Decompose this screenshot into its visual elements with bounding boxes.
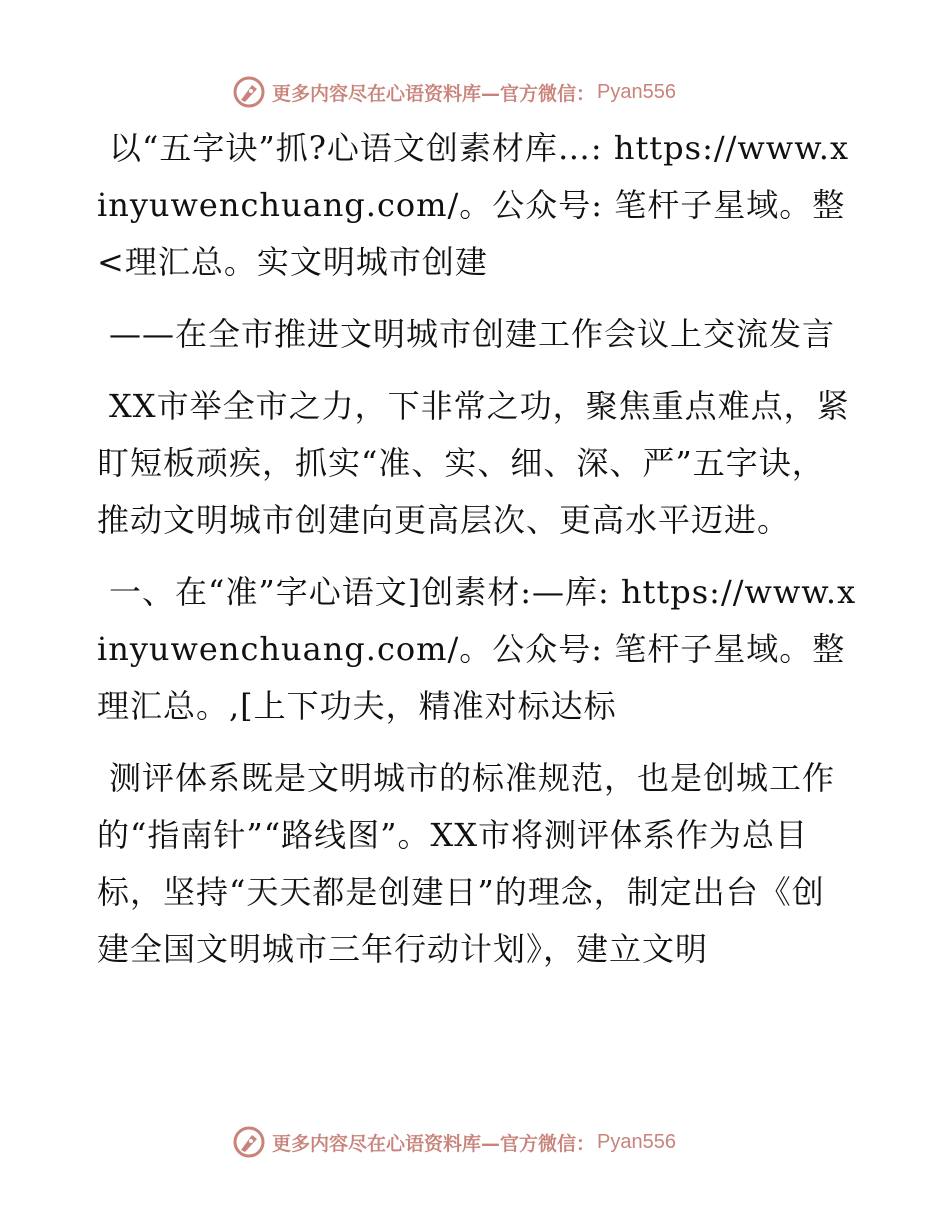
- header-banner: [232, 72, 732, 112]
- document-body: [97, 120, 857, 993]
- paragraph-body: 测评体系既是文明城市的标准规范，也是创城工作的“指南针”“路线图”。XX市将测评体系作为总目标，坚持“天天都是创建日”的理念，制定出台《创建全国文明城市三年行动计划》，建立文明: [97, 759, 836, 968]
- paragraph-section-heading: 一、在“准”字心语文]创素材:—库: https://www.xinyuwenchuang.com/。公众号: 笔杆子星域。整理汇总。,[上下功夫，精准对标达标: [97, 573, 857, 725]
- wechat-id: Pyan556: [597, 1130, 676, 1153]
- paragraph-title: 以“五字诀”抓?心语文创素材库…: https://www.xinyuwenchuang.com/。公众号: 笔杆子星域。整<理汇总。实文明城市创建: [97, 129, 850, 281]
- banner-text: 更多内容尽在心语资料库—官方微信：: [272, 1132, 596, 1155]
- banner-text: 更多内容尽在心语资料库—官方微信：: [272, 82, 596, 105]
- paragraph-subtitle: ——在全市推进文明城市创建工作会议上交流发言: [109, 315, 836, 353]
- pen-nib-circle-icon: [232, 75, 266, 109]
- wechat-id: Pyan556: [597, 80, 676, 103]
- paragraph-intro: XX市举全市之力，下非常之功，聚焦重点难点，紧盯短板顽疾，抓实“准、实、细、深、严”五字诀，推动文明城市创建向更高层次、更高水平迈进。: [97, 387, 850, 539]
- pen-nib-circle-icon: [232, 1125, 266, 1159]
- footer-banner: [232, 1122, 732, 1162]
